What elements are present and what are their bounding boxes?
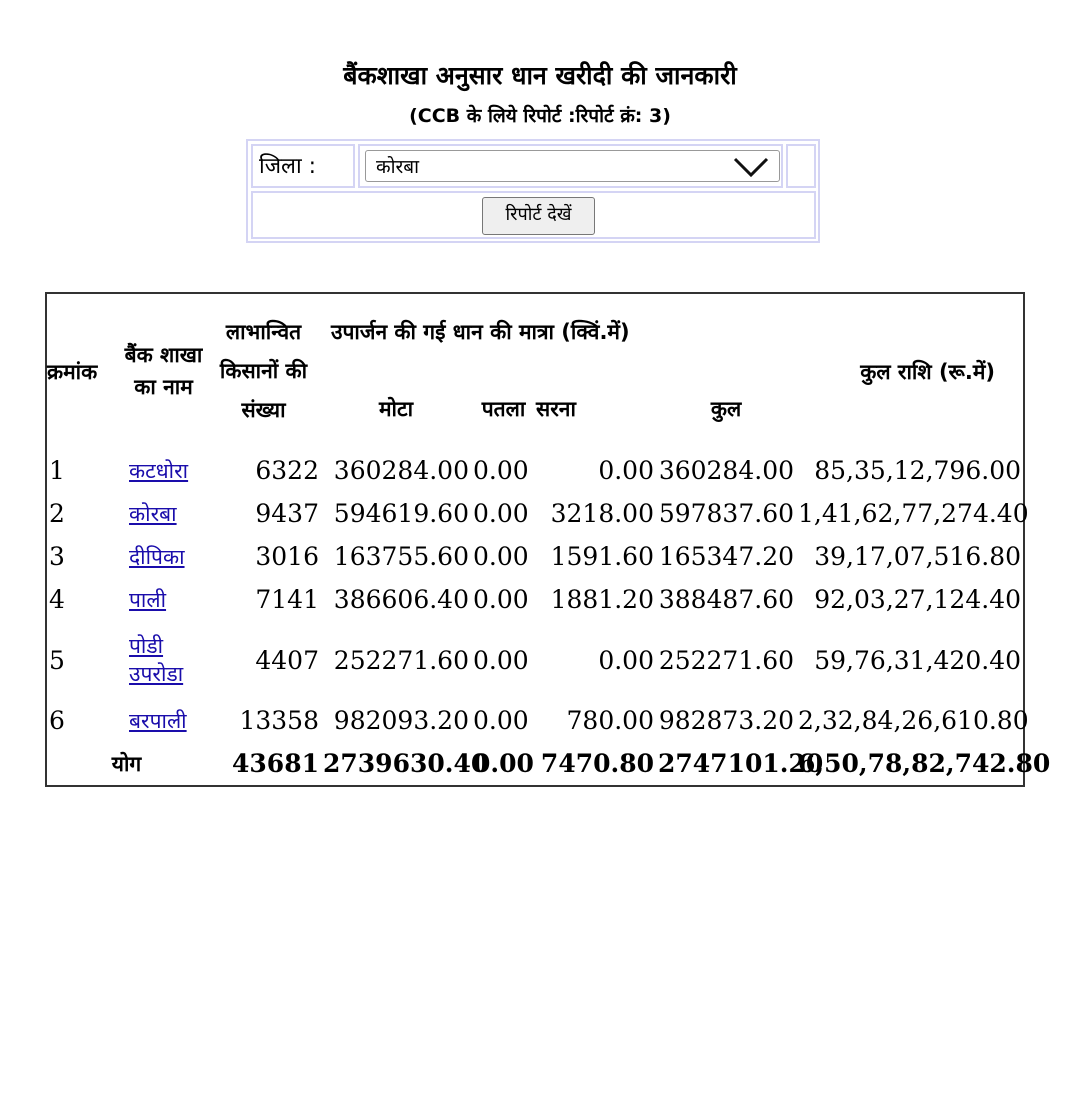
mota-cell: 594619.60 <box>333 499 469 528</box>
header-amount: कुल राशि (रू.में) <box>860 359 996 384</box>
total-patla: 0.00 <box>473 749 534 778</box>
serial-cell: 4 <box>49 585 65 614</box>
patla-cell: 0.00 <box>473 499 529 528</box>
page-title: बैंकशाखा अनुसार धान खरीदी की जानकारी <box>343 61 737 90</box>
total-row <box>46 742 1024 786</box>
total-mota: 2739630.40 <box>323 749 489 778</box>
empty-cell <box>786 144 816 188</box>
branch-link[interactable]: कटधोरा <box>129 458 189 483</box>
header-sarna: सरना <box>536 397 576 421</box>
kul-cell: 252271.60 <box>658 645 795 675</box>
serial-cell: 5 <box>49 645 65 675</box>
amount-cell: 2,32,84,26,610.80 <box>798 706 1029 735</box>
kul-cell: 360284.00 <box>658 456 795 485</box>
farmers-cell: 9437 <box>255 499 319 528</box>
kul-cell: 982873.20 <box>658 706 795 735</box>
farmers-cell: 4407 <box>255 645 319 675</box>
district-label: जिला : <box>251 144 355 188</box>
table-row <box>46 535 1024 578</box>
table-row <box>46 621 1024 699</box>
patla-cell: 0.00 <box>473 456 529 485</box>
sarna-cell: 0.00 <box>598 645 654 675</box>
serial-cell: 3 <box>49 542 65 571</box>
branch-cell <box>121 449 206 492</box>
button-cell <box>251 191 816 239</box>
patla-cell: 0.00 <box>473 645 529 675</box>
header-farmers: लाभान्वित किसानों की संख्या <box>219 320 308 422</box>
kul-cell: 388487.60 <box>658 585 795 614</box>
branch-cell <box>121 699 206 742</box>
district-select[interactable] <box>365 150 780 182</box>
amount-cell: 39,17,07,516.80 <box>814 542 1022 571</box>
header-kul: कुल <box>710 397 742 421</box>
branch-link[interactable]: दीपिका <box>129 544 185 569</box>
branch-cell <box>121 535 206 578</box>
branch-link[interactable]: बरपाली <box>129 708 187 733</box>
amount-cell: 59,76,31,420.40 <box>814 645 1022 675</box>
mota-cell: 360284.00 <box>333 456 469 485</box>
sarna-cell: 1591.60 <box>550 542 654 571</box>
total-farmers: 43681 <box>232 749 319 778</box>
header-mota: मोटा <box>378 397 414 421</box>
table-row <box>46 699 1024 742</box>
serial-cell: 1 <box>49 456 65 485</box>
branch-cell <box>121 492 206 535</box>
farmers-cell: 13358 <box>239 706 319 735</box>
mota-cell: 982093.20 <box>333 706 469 735</box>
sarna-cell: 780.00 <box>566 706 654 735</box>
sarna-cell: 0.00 <box>598 456 654 485</box>
header-branch: बैंक शाखा का नाम <box>124 343 203 399</box>
report-table <box>45 292 1051 787</box>
amount-cell: 85,35,12,796.00 <box>814 456 1022 485</box>
header-patla: पतला <box>481 397 526 421</box>
patla-cell: 0.00 <box>473 542 529 571</box>
kul-cell: 597837.60 <box>658 499 795 528</box>
farmers-cell: 3016 <box>255 542 319 571</box>
district-selected-value: कोरबा <box>376 156 420 178</box>
header-quantity-group: उपार्जन की गई धान की मात्रा (क्विं.में) <box>331 319 630 344</box>
page-subtitle: (CCB के लिये रिपोर्ट :रिपोर्ट क्रं: 3) <box>409 105 671 127</box>
filter-form <box>246 139 820 243</box>
header-serial: क्रमांक <box>47 359 98 384</box>
branch-link[interactable]: कोरबा <box>129 501 177 526</box>
table-row <box>46 578 1024 621</box>
amount-cell: 1,41,62,77,274.40 <box>798 499 1029 528</box>
serial-cell: 6 <box>49 706 65 735</box>
farmers-cell: 6322 <box>255 456 319 485</box>
mota-cell: 252271.60 <box>333 645 469 675</box>
mota-cell: 386606.40 <box>333 585 469 614</box>
branch-cell <box>121 578 206 621</box>
table-row <box>46 449 1024 492</box>
district-select-cell <box>358 144 783 188</box>
sarna-cell: 1881.20 <box>550 585 654 614</box>
total-label: योग <box>111 751 142 776</box>
chevron-down-icon <box>731 155 771 179</box>
amount-cell: 92,03,27,124.40 <box>814 585 1022 614</box>
branch-link[interactable]: पाली <box>129 587 167 612</box>
kul-cell: 165347.20 <box>658 542 795 571</box>
sarna-cell: 3218.00 <box>550 499 654 528</box>
patla-cell: 0.00 <box>473 706 529 735</box>
serial-cell: 2 <box>49 499 65 528</box>
branch-cell <box>121 621 206 699</box>
total-sarna: 7470.80 <box>540 749 654 778</box>
mota-cell: 163755.60 <box>333 542 469 571</box>
total-amount: 6,50,78,82,742.80 <box>798 749 1051 778</box>
patla-cell: 0.00 <box>473 585 529 614</box>
table-row <box>46 492 1024 535</box>
farmers-cell: 7141 <box>255 585 319 614</box>
branch-link[interactable]: पोडी उपरोडा <box>129 634 184 686</box>
view-report-button[interactable]: रिपोर्ट देखें <box>482 197 595 235</box>
total-kul: 2747101.20 <box>658 749 824 778</box>
